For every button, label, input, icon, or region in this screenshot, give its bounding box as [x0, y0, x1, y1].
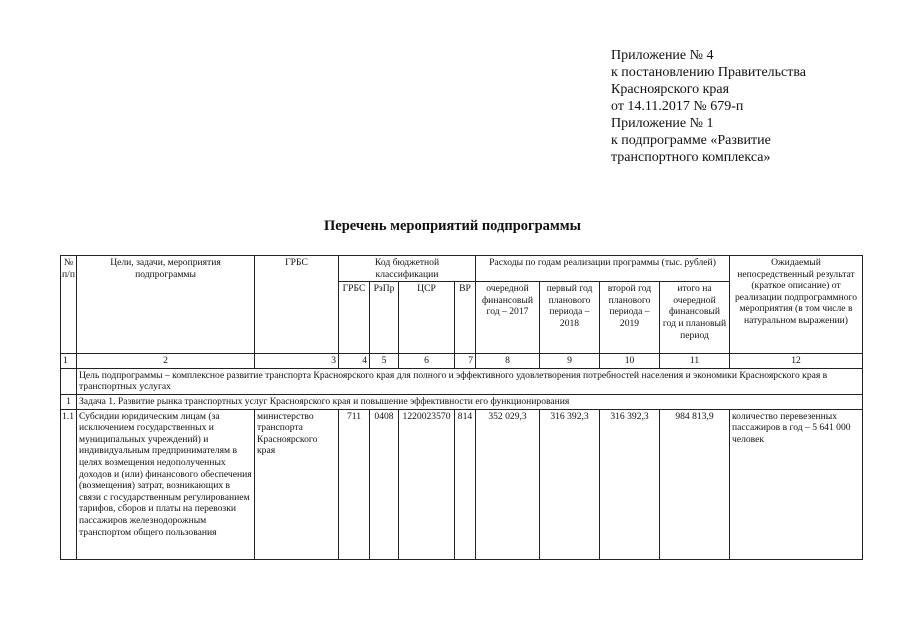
appendix-main-line1: Приложение № 4	[611, 48, 714, 63]
row-num: 1.1	[61, 409, 77, 559]
column-number-row	[61, 354, 863, 369]
row-grbs-code: 711	[339, 409, 370, 559]
header-code-rzpr: РзПр	[370, 282, 399, 354]
col-number-6: 6	[399, 354, 455, 369]
header-year-2019: второй год планового периода – 2019	[600, 282, 660, 354]
header-total: итого на очередной финансовый год и плановый период	[660, 282, 730, 354]
header-expenses: Расходы по годам реализации программы (тыс. рублей)	[476, 256, 730, 282]
row-grbs-name: министерство транспорта Красноярского края	[255, 409, 339, 559]
col-number-8: 8	[476, 354, 540, 369]
col-number-11: 11	[660, 354, 730, 369]
header-budget-code: Код бюджетной классификации	[339, 256, 476, 282]
col-number-10: 10	[600, 354, 660, 369]
row-year-2017: 352 029,3	[476, 409, 540, 559]
header-result: Ожидаемый непосредственный результат (краткое описание) от реализации подпрограммного мероприятия (в том числе в натуральном выражении)	[730, 256, 863, 354]
row-year-2018: 316 392,3	[540, 409, 600, 559]
appendix-main-line2: к постановлению Правительства	[611, 65, 807, 80]
header-year-2018: первый год планового периода – 2018	[540, 282, 600, 354]
task-row-text: Задача 1. Развитие рынка транспортных услуг Красноярского края и повышение эффективности его функционирования	[77, 394, 863, 409]
header-code-grbs: ГРБС	[339, 282, 370, 354]
goal-row	[61, 368, 863, 394]
goal-row-text: Цель подпрограммы – комплексное развитие транспорта Красноярского края для полного и эффективного удовлетворения потребностей населения и экономики Красноярского края в транспортных услугах	[77, 368, 863, 394]
row-year-2019: 316 392,3	[600, 409, 660, 559]
row-csr: 1220023570	[399, 409, 455, 559]
task-row	[61, 394, 863, 409]
col-number-4: 4	[339, 354, 370, 369]
header-code-csr: ЦСР	[399, 282, 455, 354]
task-row-num: 1	[61, 394, 77, 409]
table-row	[61, 409, 863, 559]
row-total: 984 813,9	[660, 409, 730, 559]
measures-table	[60, 255, 863, 560]
row-result: количество перевезенных пассажиров в год – 5 641 000 человек	[730, 409, 863, 559]
row-description: Субсидии юридическим лицам (за исключением государственных и муниципальных учреждений) и индивидуальным предпринимателям в целях возмещения недополученных доходов и (или) финансового обеспечения (возмещения) затрат, возникающих в связи с государственным регулированием тарифов, сборов и платы на перевозки пассажиров железнодорожным транспортом общего пользования	[77, 409, 255, 559]
appendix-main-block	[611, 47, 806, 115]
appendix-main-line4: от 14.11.2017 № 679-п	[611, 99, 744, 114]
header-num: № п/п	[61, 256, 77, 354]
header-goals: Цели, задачи, мероприятия подпрограммы	[77, 256, 255, 354]
header-year-2017: очередной финансовый год – 2017	[476, 282, 540, 354]
col-number-5: 5	[370, 354, 399, 369]
appendix-sub-line1: Приложение № 1	[611, 116, 714, 131]
header-code-vr: ВР	[455, 282, 476, 354]
col-number-7: 7	[455, 354, 476, 369]
appendix-sub-line3: транспортного комплекса»	[611, 150, 771, 165]
appendix-sub-block	[611, 115, 771, 166]
col-number-3: 3	[255, 354, 339, 369]
header-row-1	[61, 256, 863, 282]
appendix-main-line3: Красноярского края	[611, 82, 730, 97]
col-number-12: 12	[730, 354, 863, 369]
row-rzpr: 0408	[370, 409, 399, 559]
goal-row-num	[61, 368, 77, 394]
page-title: Перечень мероприятий подпрограммы	[324, 218, 581, 234]
col-number-2: 2	[77, 354, 255, 369]
col-number-9: 9	[540, 354, 600, 369]
appendix-sub-line2: к подпрограмме «Развитие	[611, 133, 771, 148]
row-vr: 814	[455, 409, 476, 559]
col-number-1: 1	[61, 354, 77, 369]
header-grbs: ГРБС	[255, 256, 339, 354]
